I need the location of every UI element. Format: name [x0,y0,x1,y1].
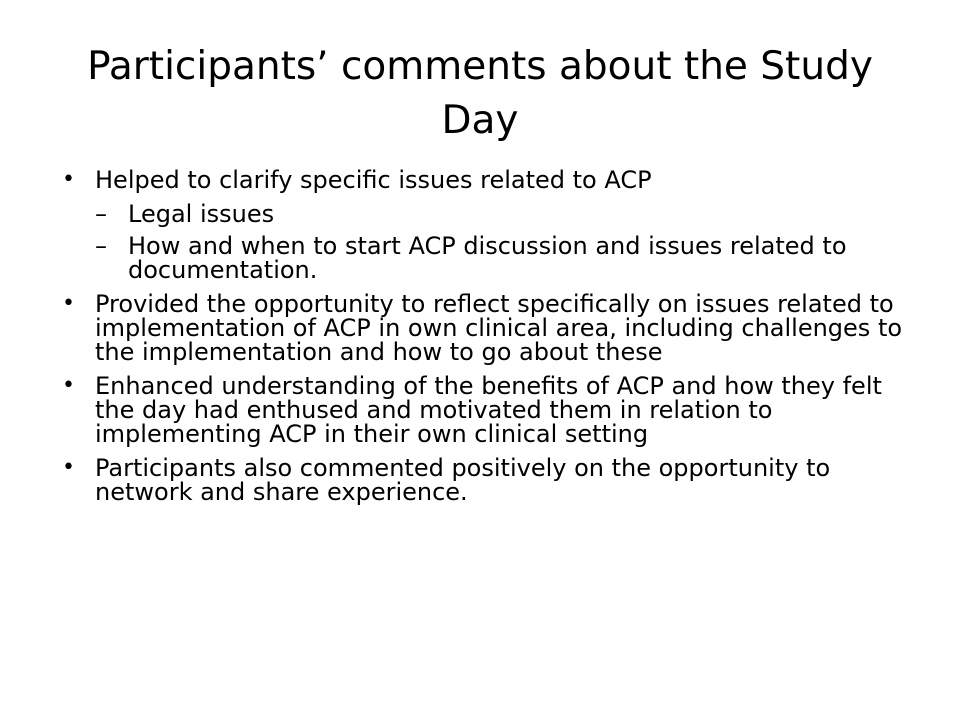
sub-bullet-dash: – [95,232,107,260]
sub-bullet-list [95,202,922,282]
sub-bullet-text: How and when to start ACP discussion and issues related to documentation. [128,232,847,284]
bullet-text: Provided the opportunity to reflect specifically on issues related to implementation of ACP in own clinical area, including challenges to the implementation and how to go about these [95,290,903,366]
sub-bullet-item [95,202,922,226]
bullet-dot: • [62,373,75,398]
bullet-list [62,168,922,514]
bullet-item [62,374,922,446]
bullet-item [62,168,922,282]
bullet-item [62,456,922,504]
slide-title: Participants’ comments about the Study Day [87,44,873,143]
sub-bullet-item [95,234,922,282]
sub-bullet-text: Legal issues [128,200,275,228]
bullet-text: Participants also commented positively on the opportunity to network and share experience. [95,454,831,506]
bullet-dot: • [62,291,75,316]
bullet-dot: • [62,455,75,480]
bullet-dot: • [62,167,75,192]
bullet-text: Helped to clarify specific issues related to ACP [95,166,652,194]
sub-bullet-dash: – [95,200,107,228]
bullet-item [62,292,922,364]
bullet-text: Enhanced understanding of the benefits of ACP and how they felt the day had enthused and motivated them in relation to implementing ACP in their own clinical setting [95,372,882,448]
